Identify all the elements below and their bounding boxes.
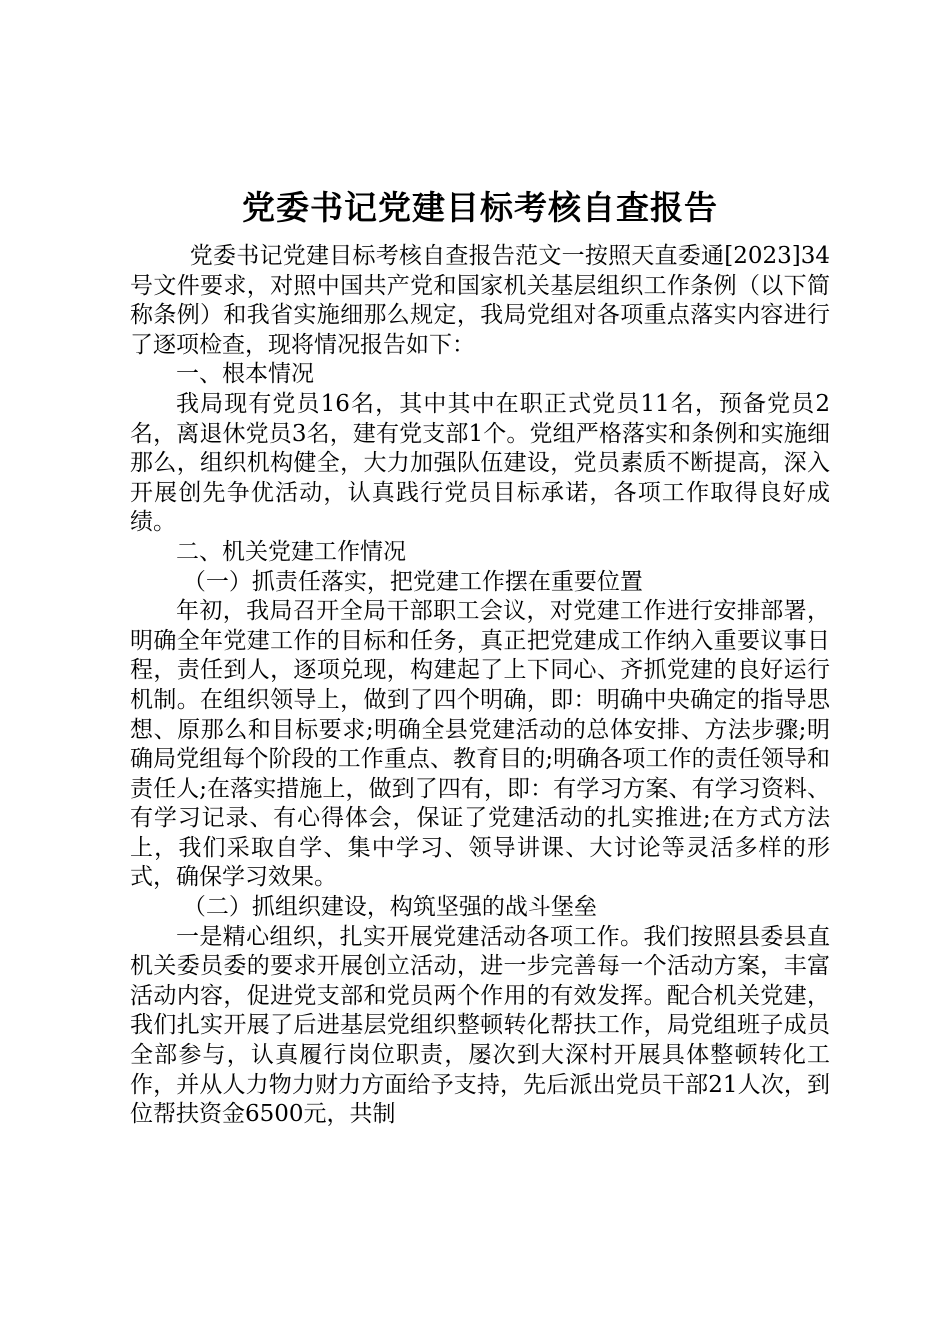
- subsection-heading-organization: （二）抓组织建设，构筑坚强的战斗堡垒: [182, 894, 597, 921]
- section-heading-party-building: 二、机关党建工作情况: [176, 538, 406, 565]
- section-heading-basic-situation: 一、根本情况: [176, 361, 314, 388]
- basic-situation-paragraph: 我局现有党员16名，其中其中在职正式党员11名，预备党员2名，离退休党员3名，建有党支部1个。党组严格落实和条例和实施细那么，组织机构健全，大力加强队伍建设，党员素质不断提高，深入开展创先争优活动，认真践行党员目标承诺，各项工作取得良好成绩。: [130, 390, 830, 536]
- document-page: [130, 180, 830, 1130]
- responsibility-paragraph: 年初，我局召开全局干部职工会议，对党建工作进行安排部署，明确全年党建工作的目标和任务，真正把党建成工作纳入重要议事日程，责任到人，逐项兑现，构建起了上下同心、齐抓党建的良好运行机制。在组织领导上，做到了四个明确，即：明确中央确定的指导思想、原那么和目标要求;明确全县党建活动的总体安排、方法步骤;明确局党组每个阶段的工作重点、教育目的;明确各项工作的责任领导和责任人;在落实措施上，做到了四有，即：有学习方案、有学习资料、有学习记录、有心得体会，保证了党建活动的扎实推进;在方式方法上，我们采取自学、集中学习、领导讲课、大讨论等灵活多样的形式，确保学习效果。: [130, 598, 830, 891]
- intro-paragraph: 党委书记党建目标考核自查报告范文一按照天直委通[2023]34号文件要求，对照中国共产党和国家机关基层组织工作条例（以下简称条例）和我省实施细那么规定，我局党组对各项重点落实内容进行了逐项检查，现将情况报告如下：: [130, 243, 830, 358]
- organization-paragraph: 一是精心组织，扎实开展党建活动各项工作。我们按照县委县直机关委员委的要求开展创立活动，进一步完善每一个活动方案，丰富活动内容，促进党支部和党员两个作用的有效发挥。配合机关党建，我们扎实开展了后进基层党组织整顿转化帮扶工作，局党组班子成员全部参与，认真履行岗位职责，屡次到大深村开展具体整顿转化工作，并从人力物力财力方面给予支持，先后派出党员干部21人次，到位帮扶资金6500元，共制: [130, 923, 830, 1128]
- document-title: 党委书记党建目标考核自查报告: [242, 188, 718, 227]
- subsection-heading-responsibility: （一）抓责任落实，把党建工作摆在重要位置: [182, 568, 643, 595]
